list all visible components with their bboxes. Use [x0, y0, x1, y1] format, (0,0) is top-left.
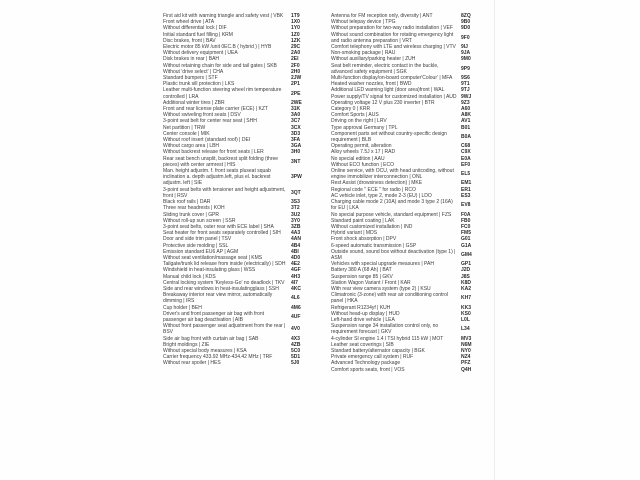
equipment-description: 3-point seat belts with tensioner and height adjustment, front | RSV [163, 186, 286, 199]
equipment-description: No special purpose vehicle, standard equipment | FZS [331, 211, 452, 218]
equipment-code: EL5 [461, 171, 471, 178]
equipment-code: 5D1 [291, 354, 301, 361]
equipment-code: J2D [461, 267, 471, 274]
equipment-code: ER1 [461, 186, 471, 193]
equipment-description: Online service, with OCU, with head unitcoding, without engine immobilizer interconnection | ONL [331, 168, 454, 181]
equipment-description: Front shock absorption | DPV [331, 236, 397, 243]
equipment-code: FC0 [461, 223, 471, 230]
equipment-code: 1Z0 [291, 31, 300, 38]
equipment-description: Private emergency call system | RUF [331, 354, 414, 361]
equipment-code: 9JA [461, 50, 471, 57]
equipment-description: 4-cylinder SI engine 1.4 l TSI hybrid 115 kW | MOT [331, 335, 444, 342]
equipment-code: 4ZB [291, 341, 301, 348]
equipment-description: Non-smoking package | RAU [331, 50, 396, 57]
equipment-row [331, 249, 485, 261]
equipment-code: KH7 [461, 295, 472, 302]
equipment-description: No special edition | AAU [331, 155, 385, 162]
equipment-code: ES3 [461, 192, 471, 199]
equipment-code: AV1 [461, 118, 471, 125]
equipment-code: 2H0 [291, 68, 301, 75]
equipment-description: Type approval Germany | TPL [331, 124, 398, 131]
equipment-code: 3ZB [291, 223, 301, 230]
equipment-description: Standard battery/alternator capacity | BGK [331, 347, 425, 354]
equipment-description: Electric motor 85 kW /unit 0EC.B ( hybrid ) | HYB [163, 44, 272, 51]
equipment-code: KA2 [461, 285, 472, 292]
equipment-description: Without telepay device | TPG [331, 19, 396, 26]
equipment-code: 4L6 [291, 295, 300, 302]
equipment-row [331, 199, 485, 211]
equipment-description: Plastic trunk sill protection | LKS [163, 81, 235, 88]
equipment-code: 4AN [291, 236, 302, 243]
equipment-code: 4UF [291, 313, 301, 320]
equipment-row [331, 63, 485, 75]
equipment-code: 1ZK [291, 37, 301, 44]
equipment-code: GP1 [461, 261, 472, 268]
equipment-description: Man. height adjustm. f. front seats pluseat squab inclination a. depth adjustm.left, plus el. backrest adjustm. left | SIE [163, 168, 271, 187]
equipment-description: Without seat ventilation/massage seat | KMS [163, 254, 263, 261]
equipment-code: FB0 [461, 217, 471, 224]
equipment-code: KS0 [461, 310, 471, 317]
equipment-description: Without sound combination for rotating emergency light and radio antenna preparation | VRT [331, 31, 454, 44]
equipment-row [331, 131, 485, 143]
equipment-description: Advanced Technology package [331, 360, 401, 367]
equipment-description: Antenna for FM reception only, diversity | ANT [331, 13, 433, 19]
equipment-description: Manual child lock | KDS [163, 273, 216, 280]
equipment-row [163, 187, 319, 199]
equipment-code: B0A [461, 133, 472, 140]
equipment-code: FM5 [461, 230, 471, 237]
equipment-description: Outside sound, sound box without deactivation (type 1) | ASM [331, 248, 456, 261]
equipment-code: 2PE [291, 90, 301, 97]
equipment-description: Multi-function display/on-board computer'Colour' | MFA [331, 75, 453, 82]
equipment-row [163, 87, 319, 99]
equipment-description: 6-speed automatic transmission | GSP [331, 242, 417, 249]
equipment-description: Category 0 | KRR [331, 106, 371, 113]
equipment-code: 4KC [291, 285, 302, 292]
equipment-description: Without cargo area | LBH [163, 143, 220, 150]
equipment-code: F0A [461, 211, 471, 218]
equipment-code: L34 [461, 326, 470, 333]
equipment-code: 4I7 [291, 279, 298, 286]
equipment-code: 3CX [291, 124, 301, 131]
equipment-code: NY0 [461, 347, 471, 354]
equipment-code: A60 [461, 106, 471, 113]
equipment-description: Comfort telephony with LTE and wireless charging | VTV [331, 44, 456, 51]
equipment-description: Suspension range 34 installation control only, no requirement forecast | GKV [331, 323, 439, 336]
equipment-code: 3NT [291, 158, 301, 165]
equipment-code: 3C7 [291, 118, 301, 125]
equipment-description: Without front passenger seat adjustment from the rear | BSV [163, 323, 286, 336]
equipment-code: 1X0 [291, 19, 300, 26]
equipment-row [163, 156, 319, 168]
equipment-code: Q4H [461, 366, 472, 373]
equipment-row [331, 168, 485, 180]
equipment-description: Central locking system 'Keyless-Go' no deadlock | TKV [163, 279, 285, 286]
equipment-code: 4BI [291, 248, 299, 255]
equipment-description: Side air bag front with curtain air bag | SAB [163, 335, 259, 342]
equipment-description: With rear view camera system (type 2) | KSU [331, 285, 431, 292]
equipment-description: Additional LED warning light (door area)front | WAL [331, 87, 445, 94]
equipment-code: G01 [461, 236, 471, 243]
equipment-description: Operating voltage 12 V plus 230 inverter | BTR [331, 99, 435, 106]
equipment-code: EF0 [461, 161, 471, 168]
equipment-code: 4E2 [291, 261, 300, 268]
equipment-code: 9B0 [461, 19, 471, 26]
equipment-description: Protective side molding | SSL [163, 242, 229, 249]
equipment-description: Side and rear windows in heat-insulatingglass | SSH [163, 285, 279, 292]
equipment-description: Charging cable mode 2 (10A) and mode 3 type 2 (16A) for EU | LKA [331, 199, 453, 212]
equipment-description: Without swiveling front seats | DSV [163, 112, 241, 119]
equipment-description: Without roof insert (standard roof) | DEI [163, 137, 251, 144]
equipment-description: Without backrest release for front seats | LER [163, 149, 264, 156]
equipment-description: Hybrid variant | MDS [331, 230, 378, 237]
equipment-code: 3T2 [291, 205, 300, 212]
equipment-code: 4M6 [291, 304, 301, 311]
equipment-code: 4B4 [291, 242, 301, 249]
equipment-description: Without preparation for two-way radio installation | VEF [331, 25, 453, 32]
equipment-code: 3D3 [291, 130, 301, 137]
equipment-code: 4H3 [291, 273, 301, 280]
equipment-description: Suspension range 85 | GKV [331, 273, 393, 280]
equipment-description: First aid kit with warning triangle and safety vest | VBK [163, 13, 284, 19]
equipment-description: Carrier frequency 433.92 MHz-434.42 MHz | TRF [163, 354, 273, 361]
equipment-code: L0L [461, 316, 470, 323]
equipment-code: C9X [461, 149, 471, 156]
equipment-code: 9WJ [461, 93, 472, 100]
equipment-description: Climatronic (3-zone) with rear air conditioning control panel | HKA [331, 292, 448, 305]
equipment-description: Net partition | TRW [163, 124, 206, 131]
equipment-code: 4GF [291, 267, 301, 274]
equipment-code: K8D [461, 279, 472, 286]
equipment-code: EV8 [461, 202, 471, 209]
equipment-description: Tailgate/trunk lid release from inside (electrically) | SDH [163, 261, 286, 268]
equipment-code: 5J0 [291, 360, 300, 367]
equipment-code: 9D0 [461, 25, 471, 32]
equipment-code: KK3 [461, 304, 472, 311]
equipment-description: Breakaway interior rear view mirror, automatically dimming | IRS [163, 292, 273, 305]
equipment-code: 2WE [291, 99, 302, 106]
equipment-code: 9P9 [461, 65, 470, 72]
equipment-code: 3H0 [291, 149, 301, 156]
equipment-list [163, 13, 485, 373]
equipment-code: J8S [461, 273, 470, 280]
equipment-column-left [163, 13, 319, 367]
equipment-description: Front and rear license plate carrier (ECE) | KZT [163, 106, 268, 113]
equipment-description: Without delivery equipment | UEA [163, 50, 238, 57]
equipment-code: 9M0 [461, 56, 471, 63]
equipment-code: G1A [461, 242, 472, 249]
equipment-description: Without retaining chain for side and tail gates | SKB [163, 62, 277, 69]
equipment-description: Driving on the right | LRV [331, 118, 387, 125]
equipment-row [331, 367, 485, 373]
equipment-code: 2JW [291, 75, 302, 82]
equipment-description: Alloy wheels 7.5J x 17 | RAD [331, 149, 396, 156]
equipment-description: Battery 380 A (68 Ah) | BAT [331, 267, 392, 274]
equipment-code: 4X3 [291, 335, 300, 342]
equipment-code: 2F0 [291, 62, 300, 69]
equipment-row [163, 311, 319, 323]
equipment-code: EM1 [461, 180, 472, 187]
equipment-row [163, 168, 319, 187]
equipment-description: Without customized installation | IND [331, 223, 413, 230]
equipment-description: Comfort Sports | AUS [331, 112, 379, 119]
equipment-description: Without differential lock | DIF [163, 25, 227, 32]
equipment-description: Emission standard EU6 AP | AGM [163, 248, 239, 255]
equipment-description: Three rear headrests | KOH [163, 205, 225, 212]
equipment-description: Leather multi-function steering wheel rim temperature controlled | LRA [163, 87, 282, 100]
equipment-description: Additional winter tires | ZBR [163, 99, 225, 106]
equipment-code: 3FA [291, 137, 301, 144]
equipment-description: Standard bumpers | STF [163, 75, 218, 82]
equipment-description: 3-point seat belt for center rear seat | SHH [163, 118, 257, 125]
equipment-code: GM4 [461, 251, 472, 258]
equipment-description: Left-hand drive vehicle | LEA [331, 316, 395, 323]
equipment-description: Rest Assist (drowsiness detection) | MKE [331, 180, 423, 187]
equipment-code: 4D0 [291, 254, 301, 261]
equipment-row [331, 323, 485, 335]
equipment-description: Seat heater for front seats separately controlled | SIH [163, 230, 281, 237]
equipment-code: 9T1 [461, 81, 470, 88]
equipment-code: PFZ [461, 360, 471, 367]
equipment-description: Rear seat bench unsplit, backrest split folding (three pieces) with center armrest | HIS [163, 155, 279, 168]
equipment-description: Front wheel drive | ATA [163, 19, 215, 26]
equipment-description: Without auxiliary/parking heater | ZUH [331, 56, 416, 63]
equipment-row [163, 292, 319, 304]
equipment-code: 2A0 [291, 50, 301, 57]
equipment-code: 2EI [291, 56, 299, 63]
equipment-code: 3GA [291, 143, 302, 150]
equipment-description: Door and side trim panel | TSV [163, 236, 232, 243]
equipment-code: E0A [461, 155, 471, 162]
equipment-description: 3-point seat belts, outer rear with ECE label | SHA [163, 223, 274, 230]
equipment-description: Black roof rails | DAR [163, 199, 211, 206]
equipment-description: Without special body measures | KSA [163, 347, 247, 354]
equipment-description: Bright moldings | ZIE [163, 341, 210, 348]
equipment-code: 3Y0 [291, 217, 300, 224]
equipment-description: Windshield in heat-insulating glass | WSS [163, 267, 256, 274]
equipment-code: 1T9 [291, 13, 300, 19]
equipment-description: Leather seat coverings | SIB [331, 341, 394, 348]
equipment-description: Refrigerant R1234yf | KUH [331, 304, 391, 311]
equipment-code: 31K [291, 106, 301, 113]
equipment-row [331, 292, 485, 304]
equipment-code: N6M [461, 341, 472, 348]
equipment-code: 9Z3 [461, 99, 470, 106]
equipment-description: Seat belt reminder, electric contact in the buckle, advanced safety equipment | SGK [331, 62, 439, 75]
equipment-code: C68 [461, 143, 471, 150]
equipment-code: 3U2 [291, 211, 301, 218]
equipment-code: 3PW [291, 174, 302, 181]
equipment-description: Center console | MIK [163, 130, 210, 137]
equipment-description: Initial standard fuel filling | KRM [163, 31, 233, 38]
equipment-description: Operating permit, alteration [331, 143, 392, 150]
equipment-code: 4A3 [291, 230, 301, 237]
equipment-code: 3A0 [291, 112, 301, 119]
equipment-description: Without ECO function | ECO [331, 161, 394, 168]
equipment-code: 3QT [291, 189, 301, 196]
equipment-code: 9F0 [461, 34, 470, 41]
equipment-description: Vehicles with special upgrade measures | PAH [331, 261, 434, 268]
equipment-description: Without rear spoiler | HES [163, 360, 221, 367]
equipment-description: Disk brakes in rear | BAH [163, 56, 220, 63]
equipment-description: Cup holder | BEH [163, 304, 202, 311]
equipment-code: 9S6 [461, 75, 470, 82]
equipment-description: AC vehicle inlet, type 2, mode 2-3 (EU) | LDO [331, 192, 432, 199]
equipment-code: 9IJ [461, 44, 468, 51]
equipment-code: NZ4 [461, 354, 471, 361]
equipment-code: A8K [461, 112, 472, 119]
equipment-description: Regional code " ECE " for radio | RCO [331, 186, 416, 193]
equipment-description: Without 'drive select' | CHA [163, 68, 224, 75]
vertical-divider [494, 0, 495, 480]
equipment-column-right [331, 13, 485, 373]
equipment-description: Sliding trunk cover | GPR [163, 211, 220, 218]
equipment-description: Heated washer nozzles, front | BWD [331, 81, 412, 88]
equipment-code: 29C [291, 44, 301, 51]
equipment-code: 5C0 [291, 347, 301, 354]
equipment-description: Without head-up display | HUD [331, 310, 400, 317]
equipment-code: 2P1 [291, 81, 300, 88]
equipment-code: 8ZQ [461, 13, 471, 19]
equipment-description: Comfort sports seats, front | VOS [331, 366, 405, 373]
equipment-row [163, 323, 319, 335]
equipment-description: Without roll-up sun screen | SSR [163, 217, 236, 224]
equipment-description: Station Wagon Variant / Front | KAR [331, 279, 411, 286]
equipment-row [163, 360, 319, 366]
equipment-description: Disc brakes, front | BAV [163, 37, 216, 44]
equipment-code: 9TJ [461, 87, 470, 94]
equipment-row [331, 32, 485, 44]
equipment-description: Standard paint coating | LAK [331, 217, 395, 224]
equipment-description: Driver's and front passenger air bag with front passenger air bag deactivation | AIB [163, 310, 265, 323]
equipment-description: Power supply/TV signal for customized installation | AUD [331, 93, 457, 100]
equipment-code: B01 [461, 124, 471, 131]
equipment-code: MV3 [461, 335, 472, 342]
equipment-description: Component parts set without country-specific design requirement | BLB [331, 130, 447, 144]
equipment-code: 3S3 [291, 199, 300, 206]
equipment-code: 1Y0 [291, 25, 300, 32]
equipment-code: 4V0 [291, 326, 300, 333]
